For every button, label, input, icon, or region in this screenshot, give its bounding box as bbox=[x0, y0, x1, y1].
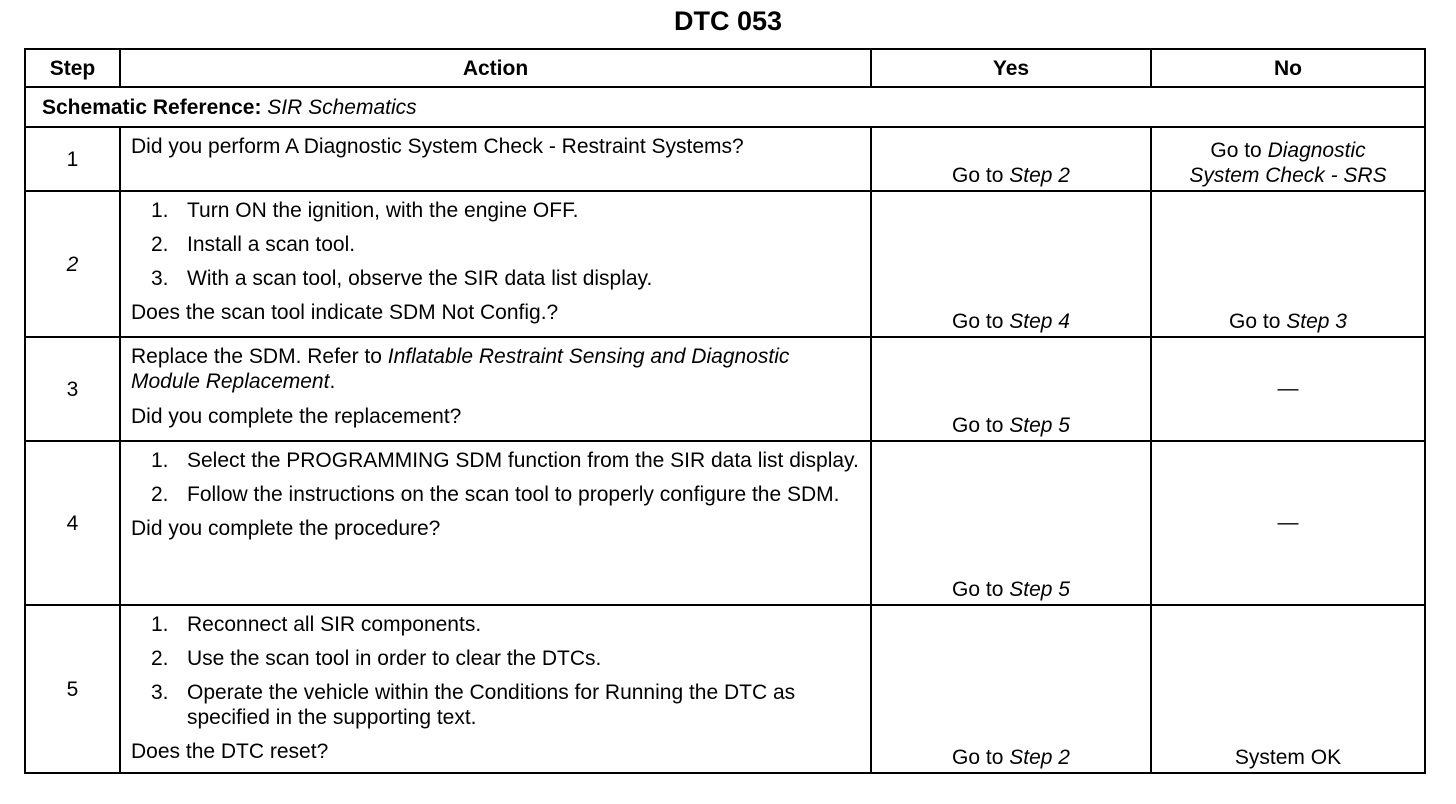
header-no: No bbox=[1151, 49, 1425, 87]
question-text: Did you complete the replacement? bbox=[131, 405, 462, 428]
question-text: Did you perform A Diagnostic System Check - Restraint Systems? bbox=[131, 135, 744, 158]
no-cell bbox=[1151, 605, 1425, 773]
no-link-part1[interactable]: Diagnostic bbox=[1267, 139, 1366, 162]
item-number: 3. bbox=[151, 267, 169, 290]
question-text: Does the scan tool indicate SDM Not Config.? bbox=[131, 301, 559, 324]
instruction-text bbox=[131, 344, 860, 394]
item-text: Select the PROGRAMMING SDM function from the SIR data list display. bbox=[187, 449, 859, 472]
instruction-prefix: Replace the SDM. Refer to bbox=[131, 345, 388, 368]
yes-prefix: Go to bbox=[952, 164, 1010, 187]
header-action: Action bbox=[120, 49, 871, 87]
instruction-list bbox=[131, 612, 860, 730]
table-row bbox=[25, 337, 1425, 441]
yes-prefix: Go to bbox=[952, 746, 1010, 769]
no-dash: — bbox=[1277, 510, 1299, 534]
no-cell bbox=[1151, 127, 1425, 191]
item-number: 2. bbox=[151, 483, 169, 506]
table-row bbox=[25, 605, 1425, 773]
no-cell bbox=[1151, 337, 1425, 441]
header-step: Step bbox=[25, 49, 120, 87]
header-row bbox=[25, 49, 1425, 87]
list-item bbox=[131, 612, 860, 637]
list-item bbox=[131, 448, 860, 473]
schematic-label: Schematic Reference: bbox=[42, 95, 262, 119]
yes-step-link[interactable]: Step 4 bbox=[1009, 310, 1070, 333]
yes-step-link[interactable]: Step 5 bbox=[1009, 578, 1070, 601]
action-cell bbox=[120, 127, 871, 191]
step-number: 1 bbox=[25, 127, 120, 191]
yes-cell bbox=[871, 441, 1151, 605]
list-item bbox=[131, 482, 860, 507]
instruction-list bbox=[131, 448, 860, 507]
action-cell bbox=[120, 605, 871, 773]
list-item bbox=[131, 198, 860, 223]
no-step-link[interactable]: Step 3 bbox=[1286, 310, 1347, 333]
instruction-suffix: . bbox=[329, 370, 336, 393]
item-text: Follow the instructions on the scan tool to properly configure the SDM. bbox=[187, 483, 840, 506]
table-row bbox=[25, 191, 1425, 337]
yes-cell bbox=[871, 191, 1151, 337]
dtc-table bbox=[24, 48, 1426, 774]
question-text: Did you complete the procedure? bbox=[131, 517, 441, 540]
no-prefix: Go to bbox=[1210, 139, 1268, 162]
schematic-row bbox=[25, 87, 1425, 127]
yes-cell bbox=[871, 127, 1151, 191]
item-number: 1. bbox=[151, 613, 169, 636]
yes-step-link[interactable]: Step 5 bbox=[1009, 414, 1070, 437]
yes-prefix: Go to bbox=[952, 310, 1010, 333]
no-link-part2[interactable]: System Check - SRS bbox=[1189, 164, 1387, 187]
item-text: Operate the vehicle within the Conditions for Running the DTC as specified in the supporting text. bbox=[187, 681, 796, 729]
yes-prefix: Go to bbox=[952, 414, 1010, 437]
list-item bbox=[131, 680, 860, 730]
action-cell bbox=[120, 191, 871, 337]
procedure-link[interactable]: Inflatable Restraint Sensing and Diagnostic Module Replacement bbox=[131, 345, 790, 393]
header-yes: Yes bbox=[871, 49, 1151, 87]
yes-step-link[interactable]: Step 2 bbox=[1009, 746, 1070, 769]
item-number: 2. bbox=[151, 647, 169, 670]
item-number: 3. bbox=[151, 681, 169, 704]
no-prefix: Go to bbox=[1229, 310, 1287, 333]
item-number: 1. bbox=[151, 449, 169, 472]
item-text: Turn ON the ignition, with the engine OFF. bbox=[187, 199, 579, 222]
no-dash: — bbox=[1277, 376, 1299, 400]
table-row bbox=[25, 441, 1425, 605]
yes-cell bbox=[871, 337, 1151, 441]
yes-cell bbox=[871, 605, 1151, 773]
table-row bbox=[25, 127, 1425, 191]
item-text: With a scan tool, observe the SIR data list display. bbox=[187, 267, 653, 290]
step-number: 5 bbox=[25, 605, 120, 773]
item-number: 2. bbox=[151, 233, 169, 256]
list-item bbox=[131, 232, 860, 257]
page-title: DTC 053 bbox=[673, 6, 783, 36]
yes-prefix: Go to bbox=[952, 578, 1010, 601]
no-result: System OK bbox=[1234, 746, 1342, 769]
step-number: 3 bbox=[25, 337, 120, 441]
item-text: Reconnect all SIR components. bbox=[187, 613, 482, 636]
instruction-list bbox=[131, 198, 860, 291]
item-text: Install a scan tool. bbox=[187, 233, 356, 256]
schematic-link[interactable]: SIR Schematics bbox=[267, 95, 417, 119]
step-number: 4 bbox=[25, 441, 120, 605]
no-cell bbox=[1151, 191, 1425, 337]
list-item bbox=[131, 266, 860, 291]
question-text: Does the DTC reset? bbox=[131, 740, 329, 763]
item-number: 1. bbox=[151, 199, 169, 222]
item-text: Use the scan tool in order to clear the DTCs. bbox=[187, 647, 602, 670]
action-cell bbox=[120, 441, 871, 605]
yes-step-link[interactable]: Step 2 bbox=[1009, 164, 1070, 187]
list-item bbox=[131, 646, 860, 671]
no-cell bbox=[1151, 441, 1425, 605]
schematic-reference bbox=[25, 87, 1425, 127]
action-cell bbox=[120, 337, 871, 441]
step-number: 2 bbox=[25, 191, 120, 337]
